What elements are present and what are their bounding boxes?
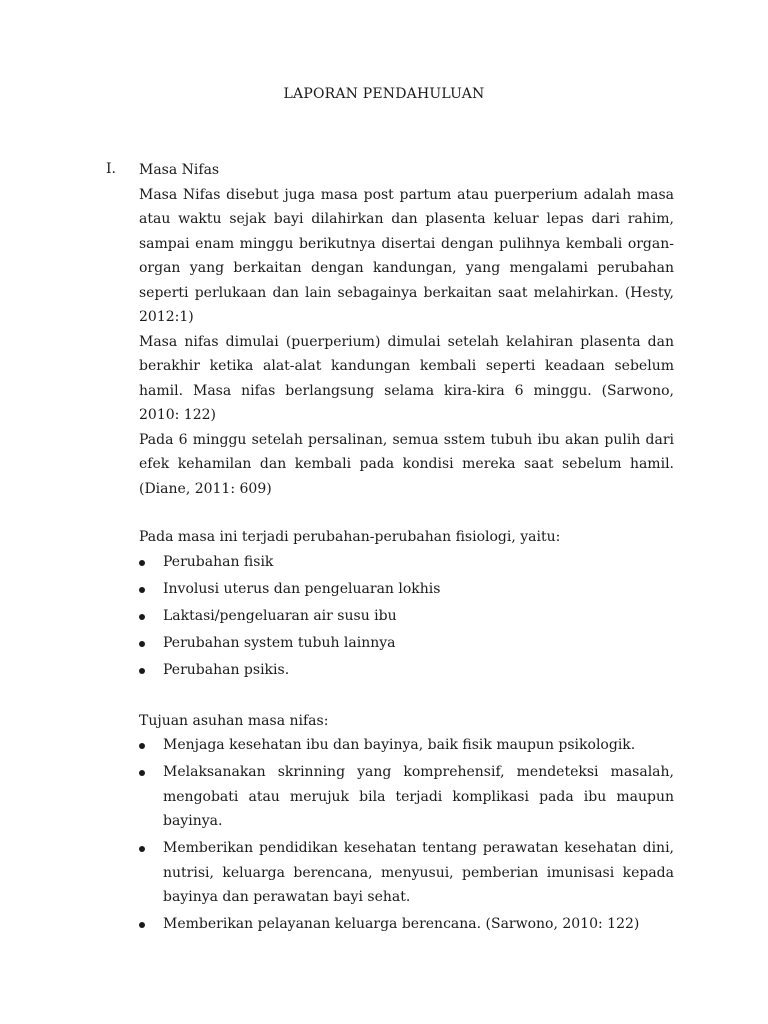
bullet-icon (139, 668, 145, 674)
bullet-icon (139, 560, 145, 566)
list-item: Perubahan fisik (139, 550, 674, 575)
list-item: Perubahan psikis. (139, 658, 674, 683)
list-item: Laktasi/pengeluaran air susu ibu (139, 604, 674, 629)
document-title: LAPORAN PENDAHULUAN (283, 86, 485, 102)
changes-list (139, 550, 674, 683)
goals-list (139, 733, 674, 937)
list-item: Memberikan pelayanan keluarga berencana. (Sarwono, 2010: 122) (139, 912, 674, 937)
paragraph-definition: Masa Nifas disebut juga masa post partum atau puerperium adalah masa atau waktu sejak bayi dilahirkan dan plasenta keluar lepas dari rahim, sampai enam minggu berikutnya disertai dengan pulihnya kembali organ-organ yang berkaitan dengan kandungan, yang mengalami perubahan seperti perlukaan dan lain sebagainya berkaitan saat melahirkan. (Hesty, 2012:1) (139, 186, 674, 325)
section-content (139, 158, 674, 939)
spacer (139, 501, 674, 525)
bullet-icon (139, 614, 145, 620)
changes-intro: Pada masa ini terjadi perubahan-perubahan fisiologi, yaitu: (139, 529, 561, 545)
bullet-icon (139, 641, 145, 647)
list-item: Memberikan pendidikan kesehatan tentang perawatan kesehatan dini, nutrisi, keluarga berencana, menyusui, pemberian imunisasi kepada bayinya dan perawatan bayi sehat. (139, 836, 674, 910)
bullet-icon (139, 587, 145, 593)
paragraph-recovery: Pada 6 minggu setelah persalinan, semua sstem tubuh ibu akan pulih dari efek kehamilan dan kembali pada kondisi mereka saat sebelum hamil. (Diane, 2011: 609) (139, 431, 674, 497)
bullet-icon (139, 846, 145, 852)
list-item: Perubahan system tubuh lainnya (139, 631, 674, 656)
bullet-icon (139, 743, 145, 749)
bullet-icon (139, 770, 145, 776)
section-title: Masa Nifas (139, 162, 220, 178)
list-item: Menjaga kesehatan ibu dan bayinya, baik fisik maupun psikologik. (139, 733, 674, 758)
paragraph-duration: Masa nifas dimulai (puerperium) dimulai setelah kelahiran plasenta dan berakhir ketika alat-alat kandungan kembali seperti keadaan sebelum hamil. Masa nifas berlangsung selama kira-kira 6 minggu. (Sarwono, 2010: 122) (139, 333, 674, 423)
bullet-icon (139, 922, 145, 928)
goals-intro: Tujuan asuhan masa nifas: (139, 712, 329, 729)
list-item: Involusi uterus dan pengeluaran lokhis (139, 577, 674, 602)
spacer (139, 685, 674, 709)
section-number: I. (106, 161, 116, 177)
list-item: Melaksanakan skrinning yang komprehensif, mendeteksi masalah, mengobati atau merujuk bila terjadi komplikasi pada ibu maupun bayinya. (139, 760, 674, 834)
